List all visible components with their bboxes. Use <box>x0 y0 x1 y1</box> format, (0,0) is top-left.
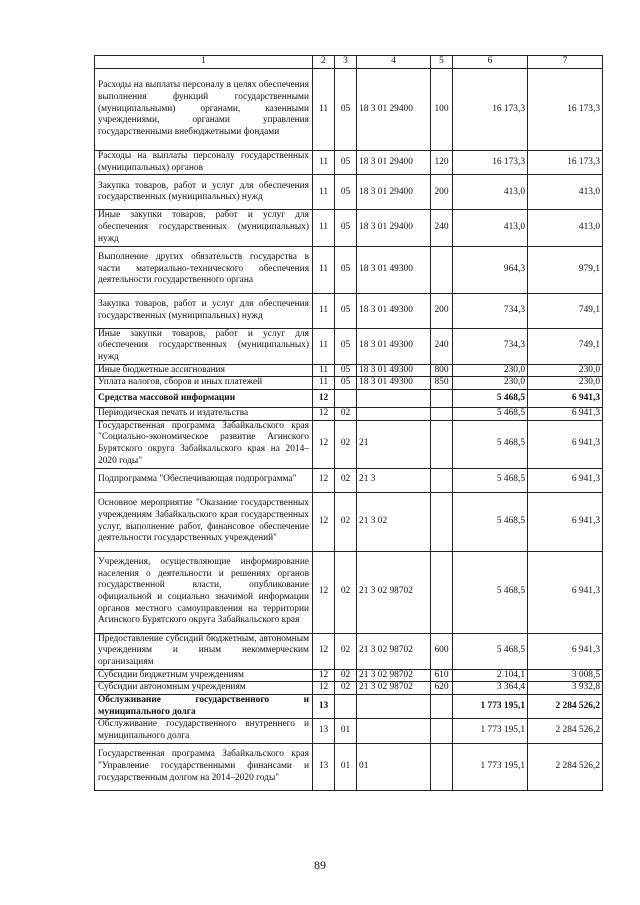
table-row <box>95 551 603 633</box>
target-article-cell: 21 3 02 98702 <box>357 682 431 695</box>
table-row <box>95 669 603 682</box>
subsection-code-cell: 02 <box>335 408 357 421</box>
subsection-code-cell: 05 <box>335 246 357 293</box>
subsection-code-cell: 05 <box>335 175 357 210</box>
expense-type-cell: 850 <box>431 377 453 390</box>
amount-year1-cell: 16 173,3 <box>453 69 528 151</box>
item-name-cell: Иные закупки товаров, работ и услуг для обеспечения государственных (муниципальных) нужд <box>95 210 313 246</box>
header-cell: 4 <box>357 56 431 69</box>
item-name-cell: Подпрограмма "Обеспечивающая подпрограмма" <box>95 468 313 492</box>
amount-year2-cell: 2 284 526,2 <box>528 695 603 719</box>
amount-year2-cell: 6 941,3 <box>528 633 603 669</box>
amount-year1-cell: 5 468,5 <box>453 633 528 669</box>
expense-type-cell <box>431 719 453 743</box>
header-cell: 7 <box>528 56 603 69</box>
amount-year2-cell: 6 941,3 <box>528 390 603 408</box>
table-row <box>95 390 603 408</box>
table-row <box>95 210 603 246</box>
subsection-code-cell: 02 <box>335 492 357 551</box>
header-cell: 6 <box>453 56 528 69</box>
table-row <box>95 420 603 468</box>
amount-year1-cell: 5 468,5 <box>453 551 528 633</box>
subsection-code-cell: 02 <box>335 551 357 633</box>
table-row <box>95 633 603 669</box>
amount-year2-cell: 230,0 <box>528 364 603 377</box>
item-name-cell: Субсидии автономным учреждениям <box>95 682 313 695</box>
table-row <box>95 719 603 743</box>
target-article-cell: 21 3 02 98702 <box>357 633 431 669</box>
target-article-cell: 21 3 02 98702 <box>357 551 431 633</box>
target-article-cell: 18 3 01 29400 <box>357 69 431 151</box>
table-row <box>95 377 603 390</box>
amount-year1-cell: 5 468,5 <box>453 492 528 551</box>
item-name-cell: Обслуживание государственного и муниципального долга <box>95 695 313 719</box>
item-name-cell: Обслуживание государственного внутреннего и муниципального долга <box>95 719 313 743</box>
item-name-cell: Государственная программа Забайкальского края "Управление государственными финансами и государственным долгом на 2014–2020 годы" <box>95 743 313 790</box>
subsection-code-cell <box>335 695 357 719</box>
expense-type-cell <box>431 743 453 790</box>
target-article-cell: 18 3 01 49300 <box>357 377 431 390</box>
expense-type-cell <box>431 420 453 468</box>
amount-year1-cell: 5 468,5 <box>453 390 528 408</box>
table-row <box>95 682 603 695</box>
table-row <box>95 492 603 551</box>
amount-year2-cell: 413,0 <box>528 210 603 246</box>
expense-type-cell: 800 <box>431 364 453 377</box>
amount-year2-cell: 6 941,3 <box>528 468 603 492</box>
amount-year2-cell: 749,1 <box>528 293 603 328</box>
section-code-cell: 12 <box>313 390 335 408</box>
expense-type-cell: 100 <box>431 69 453 151</box>
target-article-cell: 18 3 01 29400 <box>357 210 431 246</box>
amount-year1-cell: 734,3 <box>453 293 528 328</box>
section-code-cell: 11 <box>313 175 335 210</box>
section-code-cell: 11 <box>313 210 335 246</box>
amount-year2-cell: 749,1 <box>528 328 603 364</box>
subsection-code-cell: 05 <box>335 69 357 151</box>
subsection-code-cell: 05 <box>335 377 357 390</box>
amount-year1-cell: 1 773 195,1 <box>453 743 528 790</box>
subsection-code-cell: 02 <box>335 420 357 468</box>
item-name-cell: Иные бюджетные ассигнования <box>95 364 313 377</box>
expense-type-cell: 200 <box>431 175 453 210</box>
item-name-cell: Уплата налогов, сборов и иных платежей <box>95 377 313 390</box>
target-article-cell: 01 <box>357 743 431 790</box>
expense-type-cell: 610 <box>431 669 453 682</box>
target-article-cell: 18 3 01 49300 <box>357 293 431 328</box>
item-name-cell: Учреждения, осуществляющие информирование населения о деятельности и решениях органов государственной власти, опубликование официальной и социально значимой информации органов местного самоуправления на территории Агинского Бурятского округа Забайкальского края <box>95 551 313 633</box>
section-code-cell: 12 <box>313 551 335 633</box>
table-row <box>95 175 603 210</box>
amount-year2-cell: 6 941,3 <box>528 420 603 468</box>
table-row <box>95 293 603 328</box>
table-header-row <box>95 56 603 69</box>
subsection-code-cell <box>335 390 357 408</box>
item-name-cell: Средства массовой информации <box>95 390 313 408</box>
item-name-cell: Закупка товаров, работ и услуг для обеспечения государственных (муниципальных) нужд <box>95 175 313 210</box>
amount-year2-cell: 6 941,3 <box>528 408 603 421</box>
amount-year2-cell: 413,0 <box>528 175 603 210</box>
amount-year1-cell: 1 773 195,1 <box>453 695 528 719</box>
expense-type-cell <box>431 551 453 633</box>
table-row <box>95 743 603 790</box>
section-code-cell: 12 <box>313 468 335 492</box>
budget-table <box>94 55 603 791</box>
expense-type-cell <box>431 695 453 719</box>
expense-type-cell <box>431 468 453 492</box>
target-article-cell: 21 3 02 <box>357 492 431 551</box>
target-article-cell: 21 3 02 98702 <box>357 669 431 682</box>
item-name-cell: Расходы на выплаты персоналу в целях обеспечения выполнения функций государственными (муниципальными) органами, казенными учреждениями, органами управления государственными внебюджетными фондами <box>95 69 313 151</box>
expense-type-cell: 240 <box>431 210 453 246</box>
item-name-cell: Государственная программа Забайкальского края "Социально-экономическое развитие Агинского Бурятского округа Забайкальского края на 2014–2020 годы" <box>95 420 313 468</box>
section-code-cell: 13 <box>313 695 335 719</box>
amount-year1-cell: 230,0 <box>453 377 528 390</box>
subsection-code-cell: 05 <box>335 210 357 246</box>
expense-type-cell <box>431 492 453 551</box>
subsection-code-cell: 05 <box>335 364 357 377</box>
target-article-cell: 21 <box>357 420 431 468</box>
expense-type-cell: 240 <box>431 328 453 364</box>
section-code-cell: 11 <box>313 328 335 364</box>
table-row <box>95 328 603 364</box>
target-article-cell <box>357 719 431 743</box>
amount-year1-cell: 3 364,4 <box>453 682 528 695</box>
amount-year2-cell: 3 932,8 <box>528 682 603 695</box>
amount-year2-cell: 16 173,3 <box>528 69 603 151</box>
table-row <box>95 364 603 377</box>
expense-type-cell <box>431 390 453 408</box>
amount-year1-cell: 964,3 <box>453 246 528 293</box>
subsection-code-cell: 05 <box>335 328 357 364</box>
table-body <box>95 56 603 791</box>
amount-year2-cell: 2 284 526,2 <box>528 743 603 790</box>
subsection-code-cell: 02 <box>335 468 357 492</box>
expense-type-cell: 200 <box>431 293 453 328</box>
item-name-cell: Выполнение других обязательств государства в части материально-технического обеспечения деятельности государственного органа <box>95 246 313 293</box>
expense-type-cell: 120 <box>431 151 453 175</box>
target-article-cell <box>357 408 431 421</box>
section-code-cell: 11 <box>313 293 335 328</box>
subsection-code-cell: 02 <box>335 682 357 695</box>
subsection-code-cell: 02 <box>335 633 357 669</box>
amount-year1-cell: 5 468,5 <box>453 408 528 421</box>
expense-type-cell <box>431 408 453 421</box>
item-name-cell: Основное мероприятие "Оказание государственных учреждениям Забайкальского края государственных услуг, выполнение работ, финансовое обеспечение деятельности государственных учреждений" <box>95 492 313 551</box>
item-name-cell: Предоставление субсидий бюджетным, автономным учреждениям и иным некоммерческим организациям <box>95 633 313 669</box>
amount-year2-cell: 16 173,3 <box>528 151 603 175</box>
subsection-code-cell: 01 <box>335 719 357 743</box>
amount-year2-cell: 6 941,3 <box>528 492 603 551</box>
amount-year2-cell: 2 284 526,2 <box>528 719 603 743</box>
target-article-cell: 18 3 01 29400 <box>357 151 431 175</box>
item-name-cell: Расходы на выплаты персоналу государственных (муниципальных) органов <box>95 151 313 175</box>
section-code-cell: 11 <box>313 364 335 377</box>
item-name-cell: Субсидии бюджетным учреждениям <box>95 669 313 682</box>
section-code-cell: 12 <box>313 408 335 421</box>
amount-year1-cell: 16 173,3 <box>453 151 528 175</box>
page-number: 89 <box>314 858 326 872</box>
table-row <box>95 69 603 151</box>
target-article-cell: 21 3 <box>357 468 431 492</box>
amount-year1-cell: 5 468,5 <box>453 420 528 468</box>
section-code-cell: 12 <box>313 492 335 551</box>
expense-type-cell: 600 <box>431 633 453 669</box>
table-row <box>95 408 603 421</box>
section-code-cell: 12 <box>313 420 335 468</box>
amount-year2-cell: 6 941,3 <box>528 551 603 633</box>
section-code-cell: 12 <box>313 669 335 682</box>
expense-type-cell: 620 <box>431 682 453 695</box>
subsection-code-cell: 05 <box>335 151 357 175</box>
header-cell: 3 <box>335 56 357 69</box>
section-code-cell: 13 <box>313 719 335 743</box>
amount-year1-cell: 230,0 <box>453 364 528 377</box>
target-article-cell: 18 3 01 49300 <box>357 364 431 377</box>
amount-year1-cell: 413,0 <box>453 210 528 246</box>
amount-year1-cell: 734,3 <box>453 328 528 364</box>
subsection-code-cell: 05 <box>335 293 357 328</box>
subsection-code-cell: 02 <box>335 669 357 682</box>
amount-year1-cell: 413,0 <box>453 175 528 210</box>
target-article-cell <box>357 695 431 719</box>
expense-type-cell <box>431 246 453 293</box>
amount-year1-cell: 1 773 195,1 <box>453 719 528 743</box>
amount-year2-cell: 230,0 <box>528 377 603 390</box>
section-code-cell: 12 <box>313 633 335 669</box>
item-name-cell: Закупка товаров, работ и услуг для обеспечения государственных (муниципальных) нужд <box>95 293 313 328</box>
target-article-cell: 18 3 01 49300 <box>357 246 431 293</box>
item-name-cell: Периодическая печать и издательства <box>95 408 313 421</box>
section-code-cell: 11 <box>313 377 335 390</box>
table-row <box>95 695 603 719</box>
item-name-cell: Иные закупки товаров, работ и услуг для обеспечения государственных (муниципальных) нужд <box>95 328 313 364</box>
table-row <box>95 151 603 175</box>
section-code-cell: 11 <box>313 246 335 293</box>
target-article-cell: 18 3 01 49300 <box>357 328 431 364</box>
section-code-cell: 12 <box>313 682 335 695</box>
section-code-cell: 13 <box>313 743 335 790</box>
header-cell: 1 <box>95 56 313 69</box>
amount-year1-cell: 2 104,1 <box>453 669 528 682</box>
target-article-cell <box>357 390 431 408</box>
subsection-code-cell: 01 <box>335 743 357 790</box>
target-article-cell: 18 3 01 29400 <box>357 175 431 210</box>
section-code-cell: 11 <box>313 69 335 151</box>
amount-year2-cell: 979,1 <box>528 246 603 293</box>
header-cell: 2 <box>313 56 335 69</box>
section-code-cell: 11 <box>313 151 335 175</box>
table-row <box>95 468 603 492</box>
table-row <box>95 246 603 293</box>
header-cell: 5 <box>431 56 453 69</box>
amount-year2-cell: 3 008,5 <box>528 669 603 682</box>
amount-year1-cell: 5 468,5 <box>453 468 528 492</box>
